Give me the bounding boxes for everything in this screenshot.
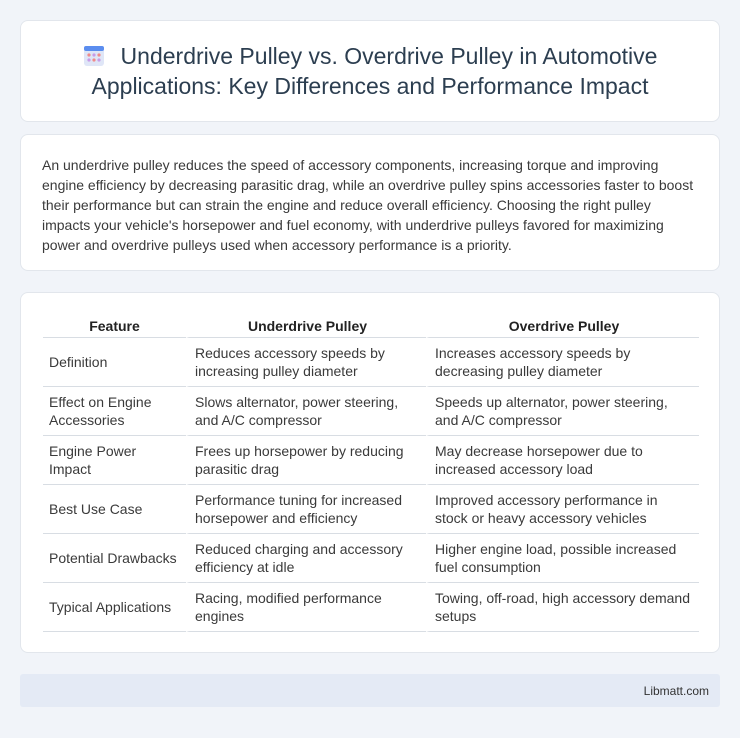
cell-overdrive: Speeds up alternator, power steering, and A/C compressor [426, 387, 699, 436]
table-header-row [43, 316, 699, 338]
cell-feature: Best Use Case [43, 485, 186, 534]
cell-overdrive: Higher engine load, possible increased fuel consumption [426, 534, 699, 583]
footer-bar [20, 674, 720, 707]
cell-feature: Potential Drawbacks [43, 534, 186, 583]
table-row [43, 485, 699, 534]
page-title [51, 41, 689, 101]
title-card [20, 20, 720, 122]
page-title-text: Underdrive Pulley vs. Overdrive Pulley in Automotive Applications: Key Differences and Performance Impact [91, 43, 658, 99]
cell-underdrive: Racing, modified performance engines [186, 583, 426, 632]
comparison-card [20, 292, 720, 653]
cell-underdrive: Frees up horsepower by reducing parasitic drag [186, 436, 426, 485]
cell-feature: Engine Power Impact [43, 436, 186, 485]
cell-overdrive: May decrease horsepower due to increased accessory load [426, 436, 699, 485]
cell-underdrive: Reduces accessory speeds by increasing pulley diameter [186, 338, 426, 387]
intro-paragraph: An underdrive pulley reduces the speed of accessory components, increasing torque and improving engine efficiency by decreasing parasitic drag, while an overdrive pulley spins accessories faster to boost their performance but can strain the engine and reduce overall efficiency. Choosing the right pulley impacts your vehicle's horsepower and fuel economy, with underdrive pulleys favored for maximizing power and overdrive pulleys used when accessory performance is a priority. [42, 157, 694, 253]
intro-card [20, 134, 720, 271]
footer-brand-link[interactable]: Libmatt.com [643, 683, 709, 698]
comparison-table [43, 316, 699, 632]
table-row [43, 338, 699, 387]
table-row [43, 534, 699, 583]
calendar-grid-icon [83, 45, 105, 67]
cell-feature: Typical Applications [43, 583, 186, 632]
cell-underdrive: Slows alternator, power steering, and A/C compressor [186, 387, 426, 436]
cell-overdrive: Towing, off-road, high accessory demand setups [426, 583, 699, 632]
header-feature: Feature [43, 316, 186, 338]
table-row [43, 436, 699, 485]
cell-feature: Effect on Engine Accessories [43, 387, 186, 436]
table-row [43, 583, 699, 632]
cell-underdrive: Reduced charging and accessory efficiency at idle [186, 534, 426, 583]
cell-underdrive: Performance tuning for increased horsepower and efficiency [186, 485, 426, 534]
header-underdrive: Underdrive Pulley [186, 316, 426, 338]
table-row [43, 387, 699, 436]
cell-overdrive: Increases accessory speeds by decreasing pulley diameter [426, 338, 699, 387]
header-overdrive: Overdrive Pulley [426, 316, 699, 338]
cell-feature: Definition [43, 338, 186, 387]
cell-overdrive: Improved accessory performance in stock or heavy accessory vehicles [426, 485, 699, 534]
